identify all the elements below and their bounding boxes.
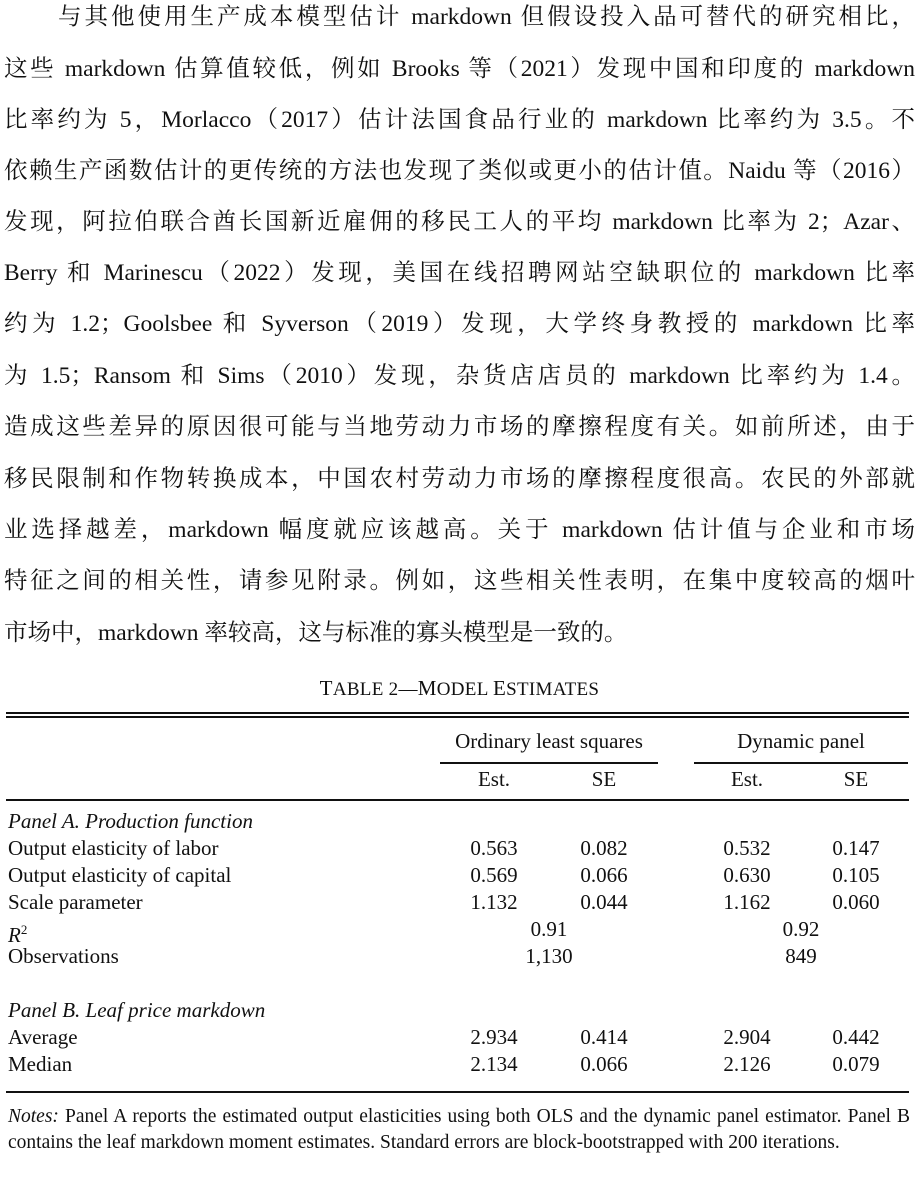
ols-se: 0.414: [580, 1025, 628, 1049]
dyn-se: 0.060: [832, 890, 880, 914]
observations-ols: 1,130: [525, 944, 573, 968]
col-est: Est.: [730, 767, 764, 791]
dyn-est: 2.126: [723, 1052, 771, 1076]
paragraph-line: 为 1.5；Ransom 和 Sims（2010）发现，杂货店店员的 markdown 比率约为 1.4。: [4, 363, 915, 389]
panel-a-title: Panel A. Production function: [8, 809, 253, 833]
header-ols: Ordinary least squares: [455, 729, 643, 753]
dyn-se: 0.147: [832, 836, 880, 860]
header-ols-rule: [440, 762, 658, 764]
dyn-se: 0.105: [832, 863, 880, 887]
header-dynamic-panel: Dynamic panel: [737, 729, 865, 753]
ols-se: 0.044: [580, 890, 628, 914]
table-bottom-rule: [6, 1091, 909, 1093]
paragraph-line: 市场中，markdown 率较高，这与标准的寡头模型是一致的。: [4, 620, 628, 646]
paragraph-line: 这些 markdown 估算值较低，例如 Brooks 等（2021）发现中国和印度的 markdown: [4, 56, 915, 82]
table-top-rule: [6, 716, 909, 718]
ols-se: 0.066: [580, 863, 628, 887]
paragraph-line: 约为 1.2；Goolsbee 和 Syverson（2019）发现，大学终身教授的 markdown 比率: [4, 311, 915, 337]
ols-est: 0.563: [470, 836, 518, 860]
header-dyn-rule: [694, 762, 908, 764]
col-se: SE: [843, 767, 869, 791]
ols-est: 1.132: [470, 890, 518, 914]
dyn-est: 0.532: [723, 836, 771, 860]
dyn-se: 0.079: [832, 1052, 880, 1076]
row-label: Output elasticity of labor: [8, 836, 219, 860]
paragraph-line: 移民限制和作物转换成本，中国农村劳动力市场的摩擦程度很高。农民的外部就: [4, 466, 915, 492]
ols-est: 2.134: [470, 1052, 518, 1076]
row-label: Average: [8, 1025, 78, 1049]
panel-b-title: Panel B. Leaf price markdown: [8, 998, 266, 1022]
dyn-est: 1.162: [723, 890, 771, 914]
col-est: Est.: [477, 767, 511, 791]
paragraph-line: 特征之间的相关性，请参见附录。例如，这些相关性表明，在集中度较高的烟叶: [4, 568, 915, 594]
paragraph-line: 造成这些差异的原因很可能与当地劳动力市场的摩擦程度有关。如前所述，由于: [4, 414, 915, 440]
ols-se: 0.082: [580, 836, 628, 860]
row-label: Scale parameter: [8, 890, 143, 914]
paragraph-line: 业选择越差，markdown 幅度就应该越高。关于 markdown 估计值与企业和市场: [4, 517, 915, 543]
paragraph-line: 发现，阿拉伯联合酋长国新近雇佣的移民工人的平均 markdown 比率为 2；Azar、: [4, 209, 915, 235]
r-squared-dyn: 0.92: [782, 917, 820, 941]
paragraph-line: 与其他使用生产成本模型估计 markdown 但假设投入品可替代的研究相比，: [58, 4, 915, 30]
header-bottom-rule: [6, 799, 909, 801]
dyn-se: 0.442: [832, 1025, 880, 1049]
col-se: SE: [591, 767, 617, 791]
paragraph-line: 比率约为 5，Morlacco（2017）估计法国食品行业的 markdown 比率约为 3.5。不: [4, 107, 915, 133]
table-top-rule: [6, 712, 909, 714]
r-squared-label: $R^2$: [8, 922, 28, 947]
dyn-est: 2.904: [723, 1025, 771, 1049]
row-label: Output elasticity of capital: [8, 863, 232, 887]
table-caption: TABLE 2—MODEL ESTIMATES: [319, 676, 600, 700]
ols-est: 2.934: [470, 1025, 518, 1049]
paragraph-line: Berry 和 Marinescu（2022）发现，美国在线招聘网站空缺职位的 markdown 比率: [4, 260, 915, 286]
table-notes: Notes: Panel A reports the estimated output elasticities using both OLS and the dynamic panel estimator. Panel B contains the leaf markdown moment estimates. Standard errors are block-bootstrapped with 200 iterations.: [8, 1106, 910, 1153]
paragraph-line: 依赖生产函数估计的更传统的方法也发现了类似或更小的估计值。Naidu 等（2016）: [4, 158, 915, 184]
dyn-est: 0.630: [723, 863, 771, 887]
observations-dyn: 849: [785, 944, 817, 968]
ols-se: 0.066: [580, 1052, 628, 1076]
ols-est: 0.569: [470, 863, 518, 887]
observations-label: Observations: [8, 944, 119, 968]
r-squared-ols: 0.91: [530, 917, 568, 941]
row-label: Median: [8, 1052, 73, 1076]
